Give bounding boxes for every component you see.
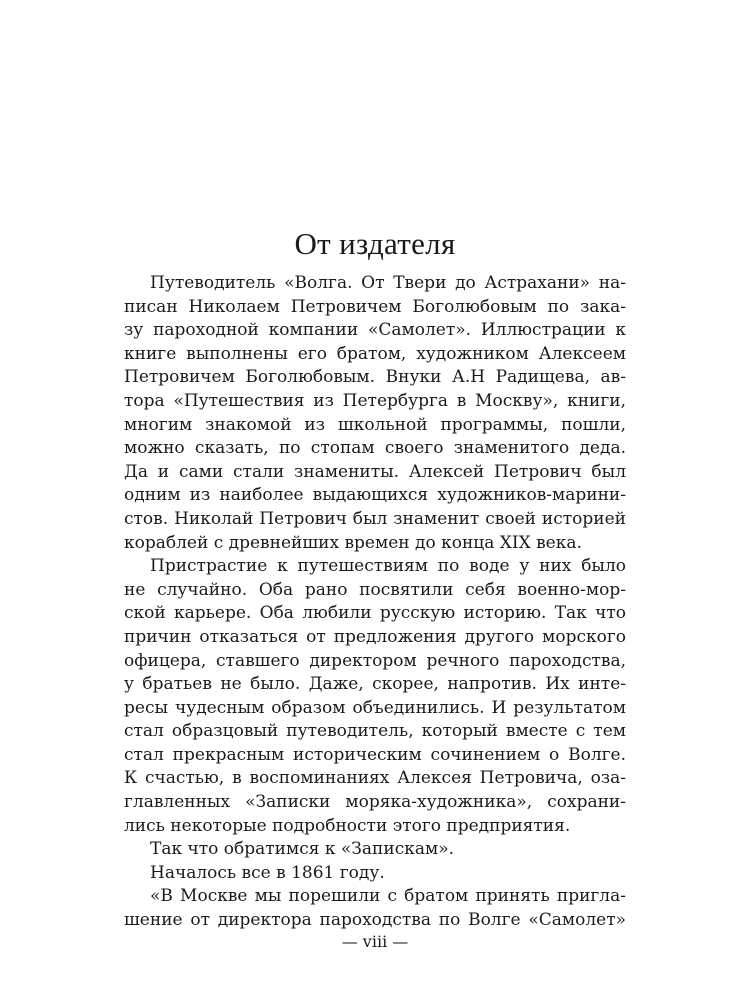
- text-line: зу пароходной компании «Самолет». Иллюстрации к: [124, 320, 626, 341]
- text-line: причин отказаться от предложения другого морского: [124, 626, 626, 647]
- text-line: тора «Путешествия из Петербурга в Москву», книги,: [124, 390, 626, 411]
- text-line: офицера, ставшего директором речного пароходства,: [124, 650, 626, 671]
- chapter-title: От издателя: [294, 226, 456, 261]
- text-line: можно сказать, по стопам своего знаменитого деда.: [124, 438, 626, 459]
- text-line: стов. Николай Петрович был знаменит своей историей: [124, 508, 626, 529]
- page-number: — viii —: [341, 932, 409, 951]
- text-line: лись некоторые подробности этого предприятия.: [124, 815, 571, 836]
- text-line: ской карьере. Оба любили русскую историю. Так что: [124, 603, 626, 624]
- text-line: Так что обратимся к «Запискам».: [150, 839, 455, 860]
- text-line: Пристрастие к путешествиям по воде у них было: [150, 556, 626, 577]
- text-line: ресы чудесным образом объединились. И результатом: [124, 697, 626, 718]
- body-text: [124, 272, 626, 933]
- text-line: не случайно. Оба рано посвятили себя военно-мор-: [124, 579, 626, 600]
- text-line: стал образцовый путеводитель, который вместе с тем: [124, 721, 626, 742]
- text-line: Путеводитель «Волга. От Твери до Астрахани» на-: [150, 273, 626, 293]
- text-line: Да и сами стали знамениты. Алексей Петрович был: [124, 461, 626, 482]
- text-line: стал прекрасным историческим сочинением о Волге.: [124, 744, 626, 765]
- text-line: многим знакомой из школьной программы, пошли,: [124, 414, 626, 435]
- text-line: писан Николаем Петровичем Боголюбовым по зака-: [124, 296, 626, 317]
- text-line: одним из наиболее выдающихся художников-марини-: [124, 485, 626, 506]
- text-line: Петровичем Боголюбовым. Внуки А.Н Радищева, ав-: [124, 367, 626, 388]
- text-line: К счастью, в воспоминаниях Алексея Петровича, оза-: [124, 768, 626, 789]
- text-line: книге выполнены его братом, художником Алексеем: [124, 343, 626, 364]
- text-line: кораблей с древнейших времен до конца XIX века.: [124, 532, 582, 553]
- text-line: шение от директора пароходства по Волге «Самолет»: [124, 910, 626, 931]
- text-line: у братьев не было. Даже, скорее, напротив. Их инте-: [124, 674, 626, 695]
- text-line: Началось все в 1861 году.: [150, 862, 385, 883]
- text-line: «В Москве мы порешили с братом принять пригла-: [150, 886, 626, 907]
- text-line: главленных «Записки моряка-художника», сохрани-: [124, 792, 626, 813]
